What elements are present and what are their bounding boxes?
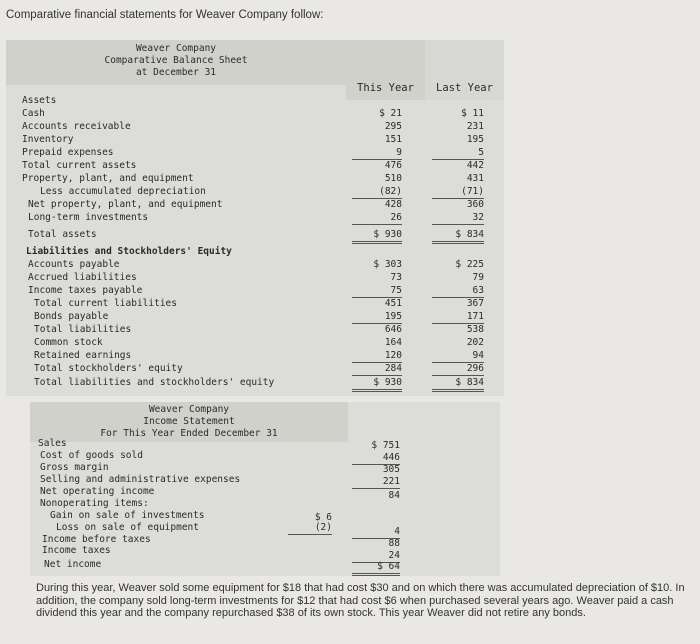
row-label: Inventory	[22, 134, 74, 145]
row-label: Income taxes payable	[28, 285, 143, 296]
row-label: Accounts payable	[28, 259, 120, 270]
row-last-year: 367	[466, 298, 484, 309]
is-title-company: Weaver Company	[148, 404, 230, 415]
row-value: $ 751	[371, 440, 400, 451]
note-text: During this year, Weaver sold some equipment for $18 that had cost $30 and on which there was accumulated depreciation of $10. In addition, the company sold long-term investments for $12 that had cost $6 when purchased several years ago. Weaver paid a cash dividend this year and the company repurchased $38 of its own stock. This year Weaver did not retire any bonds.	[36, 582, 685, 619]
row-inner-value: $ 6	[314, 512, 332, 523]
row-this-year: $ 930	[352, 377, 402, 392]
row-last-year: 231	[466, 121, 484, 132]
row-this-year: 284	[352, 363, 402, 376]
row-this-year: $ 930	[352, 229, 402, 244]
row-label: Common stock	[34, 337, 103, 348]
row-label: Prepaid expenses	[22, 147, 114, 158]
row-label: Total current assets	[22, 160, 137, 171]
row-value: 221	[352, 476, 400, 489]
row-label: Selling and administrative expenses	[40, 474, 241, 485]
row-label: Total assets	[28, 229, 97, 240]
row-this-year: 164	[384, 337, 402, 348]
row-label: Total current liabilities	[34, 298, 177, 309]
row-last-year: (71)	[432, 186, 484, 199]
row-label: Cost of goods sold	[40, 450, 143, 461]
row-label: Total stockholders' equity	[34, 363, 183, 374]
income-statement-panel	[30, 402, 500, 576]
row-last-year: 94	[432, 350, 484, 363]
row-label: Long-term investments	[28, 212, 149, 223]
row-last-year: $ 834	[432, 377, 484, 392]
row-last-year: 32	[432, 212, 484, 225]
balance-sheet-panel	[6, 40, 504, 396]
this-year-header-cell	[346, 40, 425, 100]
row-last-year: 296	[432, 363, 484, 376]
row-label: Total liabilities	[34, 324, 132, 335]
row-value: 24	[352, 550, 400, 563]
row-label: Income taxes	[42, 545, 111, 556]
row-label: Property, plant, and equipment	[22, 173, 194, 184]
row-value: 305	[382, 464, 400, 475]
row-last-year: $ 225	[455, 259, 484, 270]
intro-text: Comparative financial statements for Weaver Company follow:	[6, 9, 324, 21]
row-last-year: 360	[466, 199, 484, 210]
row-last-year: 79	[472, 272, 484, 283]
row-last-year: 538	[466, 324, 484, 335]
row-value: $ 64	[352, 561, 400, 576]
row-last-year: $ 11	[461, 108, 484, 119]
bs-title-date: at December 31	[135, 67, 217, 78]
row-this-year: 26	[352, 212, 402, 225]
row-this-year: 476	[384, 160, 402, 171]
row-this-year: 9	[352, 147, 402, 160]
row-this-year: 428	[384, 199, 402, 210]
row-label: Gross margin	[40, 462, 109, 473]
row-label: Net income	[44, 559, 102, 570]
row-this-year: $ 303	[373, 259, 402, 270]
row-this-year: 646	[384, 324, 402, 335]
col-this-year: This Year	[357, 82, 414, 94]
col-last-year: Last Year	[436, 82, 493, 94]
row-this-year: 451	[384, 298, 402, 309]
row-label: Gain on sale of investments	[50, 510, 205, 521]
row-last-year: 202	[466, 337, 484, 348]
row-label: Income before taxes	[42, 534, 151, 545]
row-last-year: 442	[466, 160, 484, 171]
row-value: 88	[388, 538, 400, 549]
row-label: Bonds payable	[34, 311, 109, 322]
row-this-year: 510	[384, 173, 402, 184]
row-this-year: 195	[352, 311, 402, 324]
row-last-year: 5	[432, 147, 484, 160]
row-this-year: 151	[384, 134, 402, 145]
last-year-header-cell	[425, 40, 504, 100]
row-label: Total liabilities and stockholders' equity	[34, 377, 275, 388]
row-value: 446	[352, 452, 400, 465]
row-last-year: 63	[432, 285, 484, 298]
row-last-year: 195	[466, 134, 484, 145]
row-this-year: $ 21	[379, 108, 402, 119]
row-this-year: 120	[352, 350, 402, 363]
row-label: Less accumulated depreciation	[40, 186, 206, 197]
row-label: Net property, plant, and equipment	[28, 199, 223, 210]
row-value: 84	[388, 490, 400, 501]
row-inner-value: (2)	[288, 522, 332, 535]
row-this-year: (82)	[352, 186, 402, 199]
row-label: Retained earnings	[34, 350, 132, 361]
row-last-year: 171	[432, 311, 484, 324]
row-label: Cash	[22, 108, 45, 119]
row-label: Accounts receivable	[22, 121, 131, 132]
row-label: Sales	[38, 438, 67, 449]
row-label: Net operating income	[40, 486, 155, 497]
bs-title-company: Weaver Company	[135, 43, 217, 54]
row-value: 4	[352, 526, 400, 539]
row-last-year: $ 834	[432, 229, 484, 244]
is-title-statement: Income Statement	[143, 416, 235, 427]
income-statement-header	[30, 402, 348, 442]
row-label: Nonoperating items:	[40, 498, 149, 509]
row-this-year: 75	[352, 285, 402, 298]
row-this-year: 73	[390, 272, 402, 283]
assets-header: Assets	[22, 95, 57, 106]
liabilities-header: Liabilities and Stockholders' Equity	[26, 246, 232, 257]
row-label: Accrued liabilities	[28, 272, 137, 283]
row-last-year: 431	[466, 173, 484, 184]
row-this-year: 295	[384, 121, 402, 132]
is-title-period: For This Year Ended December 31	[100, 428, 278, 439]
balance-sheet-header	[6, 40, 346, 85]
row-label: Loss on sale of equipment	[56, 522, 199, 533]
bs-title-statement: Comparative Balance Sheet	[104, 55, 248, 66]
